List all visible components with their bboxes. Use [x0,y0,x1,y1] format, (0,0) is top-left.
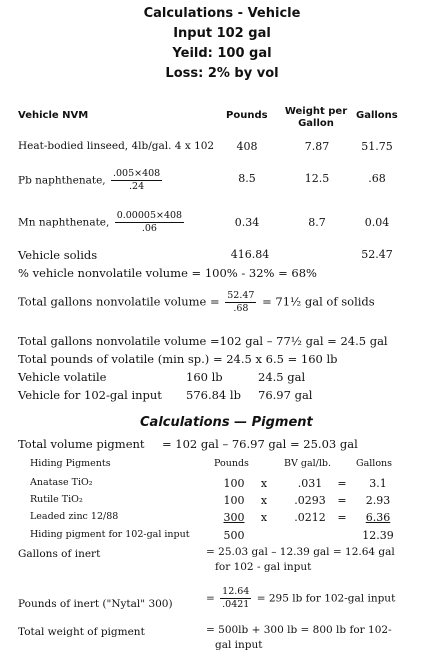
vehicle-input-gal: 76.97 gal [258,388,313,402]
total-weight-line-1: = 500lb + 300 lb = 800 lb for 102- [206,624,392,636]
title-line-3: Yeild: 100 gal [172,46,272,61]
hiding-total-gallons: 12.39 [362,529,394,542]
pigment-row-leaded-zinc-eq: = [337,511,347,524]
inert-pounds-fraction: $\frac{12.64}{.0421}$ [222,586,250,610]
total-pounds-line: Total pounds of volatile (min sp.) = 24.5 x 6.5 = 160 lb [18,352,338,366]
mn-fraction: $\frac{0.00005\times 408}{.06}$ [116,210,183,234]
row-mn-weight: 8.7 [308,216,326,229]
pigment-row-leaded-zinc-gallons: 6.36 [365,511,391,524]
pigment-section-title: Calculations — Pigment [140,415,313,430]
inert-gallons-label: Gallons of inert [18,548,101,560]
pigment-row-rutile-label: Rutile TiO₂ [30,494,83,505]
gallons-header: Gallons [356,110,398,121]
vehicle-volatile-gal: 24.5 gal [258,370,306,384]
hiding-total-label: Hiding pigment for 102-gal input [30,529,190,540]
pigment-row-anatase-pounds: 100 [223,477,245,490]
pigment-row-leaded-zinc-bv: .0212 [294,511,326,524]
pigment-row-leaded-zinc-pounds: 300 [223,511,245,524]
row-pb-weight: 12.5 [304,172,330,185]
vehicle-solids-gallons: 52.47 [361,248,393,261]
vehicle-solids-label: Vehicle solids [18,248,98,262]
row-linseed-label: Heat-bodied linseed, 4lb/gal. 4 x 102 [18,140,215,152]
title-line-4: Loss: 2% by vol [165,66,279,81]
pigment-gallons-header: Gallons [356,458,393,469]
row-mn-gallons: 0.04 [364,216,390,229]
pigment-row-leaded-zinc-x: x [260,511,268,524]
row-linseed-gallons: 51.75 [361,140,393,153]
row-pb-pounds: 8.5 [238,172,256,185]
vehicle-input-label: Vehicle for 102-gal input [18,388,162,402]
pigment-row-anatase-gallons: 3.1 [369,477,387,490]
hiding-total-pounds: 500 [223,529,245,542]
vehicle-solids-pounds: 416.84 [230,248,270,261]
pigment-row-rutile-gallons: 2.93 [365,494,391,507]
inert-pounds-label: Pounds of inert ("Nytal" 300) [18,598,173,610]
row-pb-gallons: .68 [368,172,386,185]
pigment-row-rutile-eq: = [337,494,347,507]
vehicle-volatile-lb: 160 lb [186,370,223,384]
pigment-row-rutile-x: x [260,494,268,507]
total-gallons-fraction: $\frac{52.47}{.68}$ [227,290,255,314]
inert-pounds-equation: = $\frac{12.64}{.0421}$ = 295 lb for 102-gal input [206,586,396,610]
pigment-row-rutile-bv: .0293 [294,494,326,507]
title-line-1: Calculations - Vehicle [143,6,301,21]
vehicle-input-lb: 576.84 lb [186,388,241,402]
inert-gallons-line-1: = 25.03 gal – 12.39 gal = 12.64 gal [206,546,395,558]
total-weight-label: Total weight of pigment [18,626,145,638]
pigment-pounds-header: Pounds [214,458,249,469]
pigment-row-leaded-zinc-label: Leaded zinc 12/88 [30,511,119,522]
total-weight-line-2: gal input [215,639,263,651]
row-linseed-weight: 7.87 [304,140,330,153]
pigment-row-anatase-x: x [260,477,268,490]
total-volume-pigment-value: = 102 gal – 76.97 gal = 25.03 gal [162,437,358,451]
row-linseed-pounds: 408 [236,140,258,153]
title-line-2: Input 102 gal [173,26,271,41]
nonvolatile-pct-line: % vehicle nonvolatile volume = 100% - 32% = 68% [18,266,317,280]
total-volume-pigment-label: Total volume pigment [18,437,145,451]
row-pb-label: Pb naphthenate, $\frac{.005\times 408}{.24}$ [18,168,161,192]
total-gallons-fraction-line: Total gallons nonvolatile volume = $\frac{52.47}{.68}$ = 71½ gal of solids [18,290,375,314]
bv-header: BV gal/lb. [284,458,331,469]
total-gallons-line-2: Total gallons nonvolatile volume =102 gal – 77½ gal = 24.5 gal [18,334,388,348]
pigment-row-rutile-pounds: 100 [223,494,245,507]
pigment-row-anatase-label: Anatase TiO₂ [30,477,93,488]
pb-fraction: $\frac{.005\times 408}{.24}$ [112,168,161,192]
pigment-row-anatase-bv: .031 [297,477,323,490]
inert-gallons-line-2: for 102 - gal input [215,561,312,573]
row-mn-pounds: 0.34 [234,216,260,229]
hiding-pigments-header: Hiding Pigments [30,458,111,469]
pigment-row-anatase-eq: = [337,477,347,490]
vehicle-volatile-label: Vehicle volatile [18,370,107,384]
vehicle-nvm-header: Vehicle NVM [18,110,89,121]
pounds-header: Pounds [226,110,268,121]
row-mn-label: Mn naphthenate, $\frac{0.00005\times 408}{.06}$ [18,210,183,234]
weight-per-gallon-header: Weight per Gallon [284,106,348,129]
